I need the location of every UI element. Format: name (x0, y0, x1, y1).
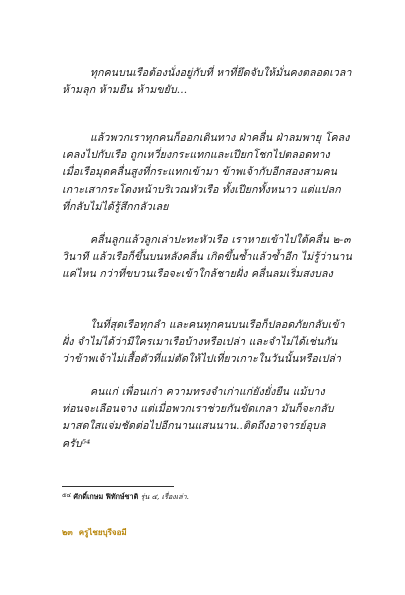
paragraph-line: ครับ⁵⁴ (62, 437, 91, 450)
paragraph-line: มาสดใสแจ่มชัดต่อไปอีกนานแสนนาน..ติดถึงอาจารย์อุบล (62, 420, 326, 433)
footnote-author: ศักดิ์เกษม ฟิทักษ์ชาติ (73, 492, 139, 501)
footnote-number: ๕๔ (62, 492, 72, 499)
paragraph-line: เคลงไปกับเรือ ถูกเหวี่ยงกระแทกและเปียกโชกไปตลอดทาง (62, 149, 330, 162)
paragraph-line: คลื่นลูกแล้วลูกเล่าปะทะหัวเรือ เราหายเข้าไปใต้คลื่น ๒-๓ (90, 234, 351, 246)
footnote-detail: รุ่น ๔, เรื่องเล่า. (140, 492, 189, 501)
running-title: ครูไชยบุรีจอมี (78, 527, 127, 537)
paragraph-line: ในที่สุดเรือทุกลำ และคนทุกคนบนเรือก็ปลอดภัยกลับเข้า (90, 319, 345, 331)
paragraph-line: เมื่อเรือมุดคลื่นสูงที่กระแทกเข้ามา ข้าพเจ้ากับอีกสองสามคน (62, 166, 338, 179)
paragraph-1 (62, 65, 358, 99)
paragraph-line: ห้ามลุก ห้ามยืน ห้ามขยับ... (62, 84, 188, 97)
paragraph-line: ฝั่ง จำไม่ได้ว่ามีใครเมาเรือบ้างหรือเปล่า และจำไม่ได้เช่นกัน (62, 336, 338, 349)
paragraph-line: ทุกคนบนเรือต้องนั่งอยู่กับที่ หาที่ยึดจับให้มั่นคงตลอดเวลา (90, 67, 352, 79)
footnote-divider (62, 486, 174, 487)
footnote (62, 490, 189, 503)
paragraph-line: เกาะเสากระโดงหน้าบริเวณหัวเรือ ทั้งเปียกทั้งหนาว แต่แปลก (62, 183, 341, 196)
paragraph-5 (62, 384, 358, 453)
paragraph-line: คนแก่ เพื่อนเก่า ความทรงจำเก่าแก่ยังยั่งยืน แม้บาง (90, 386, 325, 398)
paragraph-line: ว่าข้าพเจ้าไม่เสื้อตัวที่แม่ตัดให้ไปเที่ยวเกาะในวันนั้นหรือเปล่า (62, 353, 342, 366)
paragraph-line: วินาที แล้วเรือก็ขึ้นบนหลังคลื่น เกิดขึ้นซ้ำแล้วซ้ำอีก ไม่รู้ว่านาน (62, 251, 352, 264)
paragraph-2 (62, 130, 358, 216)
paragraph-4 (62, 317, 358, 369)
paragraph-line: แค่ไหน กว่าที่ขบวนเรือจะเข้าใกล้ชายฝั่ง คลื่นลมเริ่มสงบลง (62, 268, 333, 281)
paragraph-line: ท่อนจะเลือนจาง แต่เมื่อพวกเราช่วยกันขัดเกลา มันก็จะกลับ (62, 403, 334, 416)
page-footer (62, 526, 127, 538)
paragraph-line: แล้วพวกเราทุกคนก็ออกเดินทาง ฝ่าคลื่น ฝ่าลมพายุ โคลง (90, 132, 350, 144)
page-number: ๒๓ (62, 527, 73, 537)
paragraph-line: ที่กลับไม่ได้รู้สึกกลัวเลย (62, 200, 169, 213)
paragraph-3 (62, 232, 358, 284)
